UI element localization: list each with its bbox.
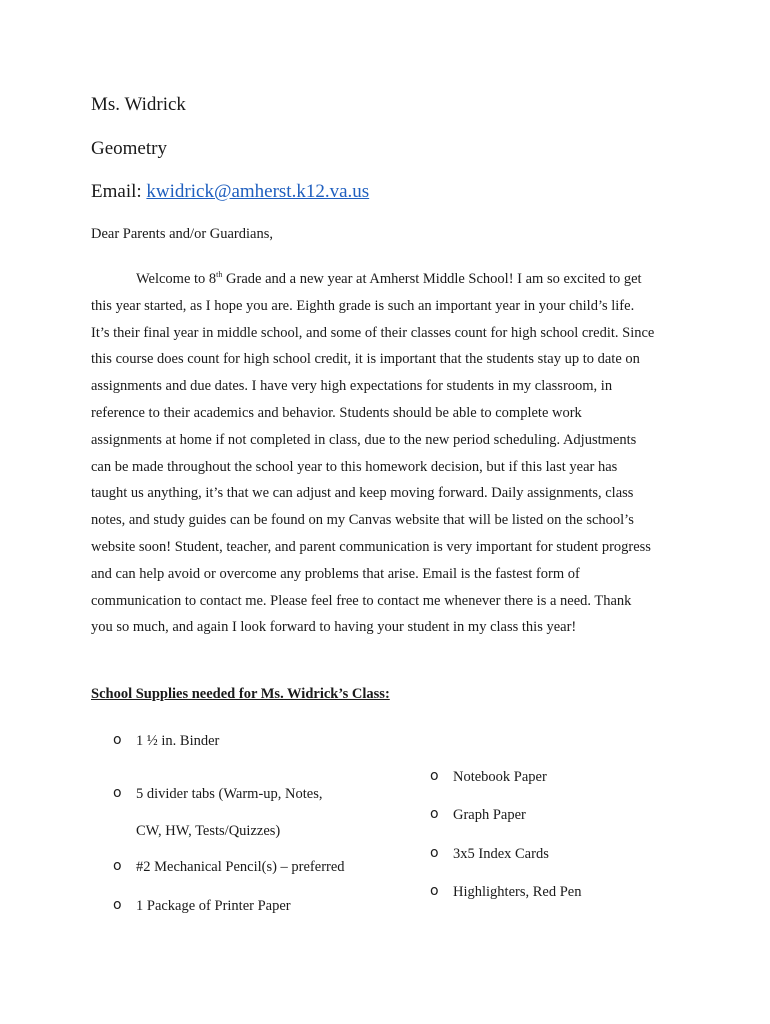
supplies-title: School Supplies needed for Ms. Widrick’s Class:	[91, 686, 390, 702]
supply-item-pencil: #2 Mechanical Pencil(s) – preferred	[136, 859, 345, 875]
bullet-icon: o	[430, 768, 439, 784]
supply-item-highlighters: Highlighters, Red Pen	[453, 884, 582, 900]
letter-line: notes, and study guides can be found on my Canvas website that will be listed on the school’s	[91, 512, 634, 529]
supply-item-notebook-paper: Notebook Paper	[453, 769, 547, 785]
letter-line: assignments at home if not completed in class, due to the new period scheduling. Adjustments	[91, 431, 637, 448]
letter-line: It’s their final year in middle school, and some of their classes count for high school credit. Since	[91, 324, 655, 341]
bullet-icon: o	[113, 897, 122, 913]
letter-line: website soon! Student, teacher, and parent communication is very important for student progress	[91, 538, 651, 555]
teacher-name: Ms. Widrick	[91, 94, 186, 115]
subject-name: Geometry	[91, 138, 167, 159]
letter-line: assignments and due dates. I have very high expectations for students in my classroom, in	[91, 378, 613, 395]
bullet-icon: o	[113, 858, 122, 874]
bullet-icon: o	[113, 732, 122, 748]
bullet-icon: o	[113, 785, 122, 801]
supply-item-binder: 1 ½ in. Binder	[136, 733, 220, 749]
letter-line: you so much, and again I look forward to having your student in my class this year!	[91, 619, 577, 636]
email-row	[91, 181, 369, 203]
greeting: Dear Parents and/or Guardians,	[91, 226, 273, 242]
email-link[interactable]: kwidrick@amherst.k12.va.us	[146, 181, 370, 202]
letter-line: and can help avoid or overcome any problems that arise. Email is the fastest form of	[91, 565, 580, 582]
letter-line: taught us anything, it’s that we can adjust and keep moving forward. Daily assignments, class	[91, 485, 634, 502]
supply-item-graph-paper: Graph Paper	[453, 807, 526, 823]
supply-item-printer-paper: 1 Package of Printer Paper	[136, 898, 291, 914]
letter-line: this year started, as I hope you are. Eighth grade is such an important year in your child’s life.	[91, 297, 635, 314]
ordinal-suffix: th	[216, 270, 223, 279]
email-label: Email:	[91, 181, 142, 202]
bullet-icon: o	[430, 845, 439, 861]
letter-line: can be made throughout the school year to this homework decision, but if this last year has	[91, 458, 618, 475]
letter-line: reference to their academics and behavior. Students should be able to complete work	[91, 404, 582, 421]
bullet-icon: o	[430, 883, 439, 899]
supply-item-tabs-cont: CW, HW, Tests/Quizzes)	[136, 823, 281, 839]
letter-line: Welcome to 8th Grade and a new year at Amherst Middle School! I am so excited to get	[136, 270, 642, 287]
supply-item-index-cards: 3x5 Index Cards	[453, 846, 549, 862]
letter-line: this course does count for high school credit, it is important that the students stay up to date on	[91, 351, 640, 368]
bullet-icon: o	[430, 806, 439, 822]
letter-line: communication to contact me. Please feel free to contact me whenever there is a need. Thank	[91, 592, 632, 609]
supply-item-tabs: 5 divider tabs (Warm-up, Notes,	[136, 786, 323, 802]
letter-body	[91, 266, 683, 641]
